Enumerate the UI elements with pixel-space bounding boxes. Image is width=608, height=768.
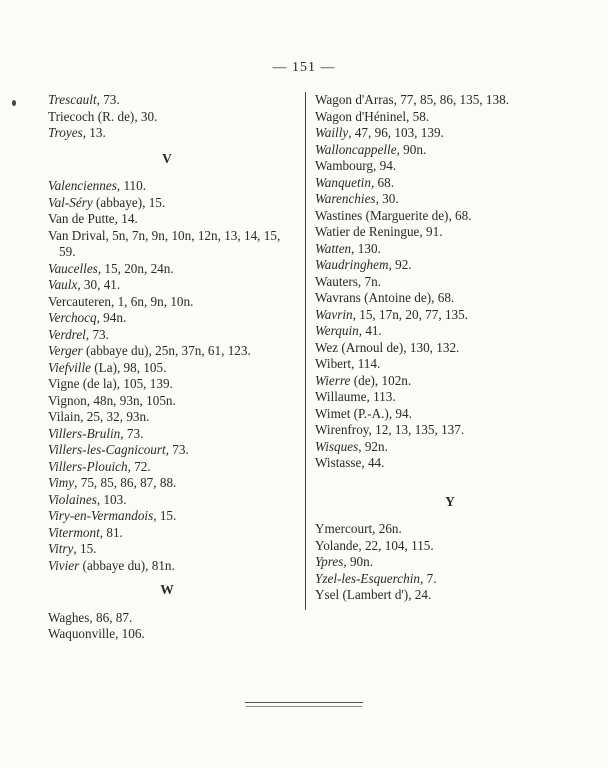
index-entry-name: Ysel (Lambert d') — [315, 587, 409, 602]
index-entry-references: , 5n, 7n, 9n, 10n, 12n, 13, 14, 15, 59. — [59, 227, 281, 259]
index-entry — [48, 558, 286, 575]
index-entry — [315, 406, 585, 423]
index-entry-references: , 114. — [351, 356, 381, 371]
index-entry — [315, 158, 585, 175]
index-entry — [48, 475, 286, 492]
index-entry-name: Verdrel — [48, 326, 86, 342]
index-entry-name: Wagon d'Arras — [315, 92, 394, 107]
index-entry-references: , 91. — [419, 224, 443, 239]
index-entry-name: Watten — [315, 240, 352, 256]
letter-heading-w: W — [160, 582, 174, 597]
index-entry — [315, 422, 585, 439]
index-entry — [48, 327, 286, 344]
index-entry — [48, 195, 286, 212]
index-entry-name: Verger — [48, 343, 83, 358]
index-entry — [48, 310, 286, 327]
index-entry-references: , 90n. — [396, 141, 427, 157]
index-entry — [48, 360, 286, 377]
index-entry-name: Wambourg — [315, 158, 374, 173]
letter-heading-v: V — [162, 150, 172, 166]
index-entry-references: , 13. — [82, 125, 106, 140]
index-entry-references: , 73. — [96, 92, 120, 107]
index-entry-name: Triecoch (R. de) — [48, 108, 135, 124]
index-entry — [315, 257, 585, 274]
index-entry-name: Vaulx — [48, 277, 78, 292]
index-entry-references: , 113. — [366, 389, 396, 404]
index-entry-name: Troyes — [48, 125, 83, 140]
index-entry-references: , 75, 85, 86, 87, 88. — [74, 475, 177, 490]
index-entry-name: Ypres — [315, 554, 344, 569]
index-entry-references: , 73. — [85, 326, 109, 342]
index-entry-name: Vercauteren — [48, 293, 111, 309]
index-entry-references: , 110. — [116, 178, 147, 193]
index-entry-name: Vignon — [48, 392, 87, 408]
index-entry-name: Vilain — [48, 409, 81, 424]
index-group-w-right — [315, 92, 585, 472]
index-column-left — [48, 92, 286, 643]
index-entry-name: Wisques — [315, 438, 359, 454]
index-entry-references: , 22, 104, 115. — [358, 537, 434, 553]
index-entry-references: , 105, 139. — [116, 376, 173, 391]
index-entry-references: (abbaye du), 81n. — [79, 557, 175, 573]
index-entry-references: , 81. — [99, 524, 123, 540]
index-entry-references: , 106. — [115, 626, 145, 641]
index-entry-references: , 130. — [351, 240, 381, 256]
index-entry — [315, 224, 585, 241]
index-entry — [315, 142, 585, 159]
index-entry-references: , 7n. — [357, 273, 381, 289]
index-entry-name: Val-Séry — [48, 194, 93, 210]
index-entry-name: Wauters — [315, 273, 358, 289]
index-entry-references: , 26n. — [372, 521, 402, 536]
ink-spot — [12, 100, 16, 106]
index-entry — [315, 109, 585, 126]
index-entry-references: , 15, 20n, 24n. — [97, 260, 174, 276]
index-entry-references: , 41. — [358, 323, 382, 338]
index-entry-references: , 94n. — [96, 310, 127, 325]
index-entry-references: , 68. — [431, 290, 455, 305]
index-entry-name: Warenchies — [315, 191, 376, 206]
index-entry-references: , 30. — [375, 191, 399, 206]
index-entry-references: , 15. — [73, 541, 97, 556]
index-entry-references: , 72. — [127, 458, 151, 474]
index-entry — [48, 228, 286, 261]
index-entry-references: , 92. — [388, 257, 412, 272]
index-entry — [315, 521, 585, 538]
index-entry-references: , 130, 132. — [403, 339, 460, 355]
index-entry-references: , 92n. — [358, 438, 388, 454]
index-entry-references: , 86, 87. — [89, 609, 133, 625]
index-entry-name: Wavrin — [315, 306, 353, 322]
index-entry — [315, 587, 585, 604]
index-entry — [48, 261, 286, 278]
index-entry — [315, 290, 585, 307]
index-entry — [48, 426, 286, 443]
index-entry-name: Waghes — [48, 609, 90, 625]
page-number: — 151 — — [272, 60, 336, 75]
index-entry-references: , 68. — [370, 174, 395, 190]
index-entry — [315, 274, 585, 291]
index-entry-name: Wistasse — [315, 455, 362, 470]
index-entry-name: Wibert — [315, 356, 352, 371]
index-entry-name: Wavrans (Antoine de) — [315, 290, 432, 305]
index-entry-references: , 73. — [165, 442, 189, 457]
index-entry-name: Werquin — [315, 323, 359, 338]
index-entry — [315, 125, 585, 142]
index-entry — [48, 409, 286, 426]
index-entry-references: , 14. — [114, 211, 138, 226]
index-entry-name: Wez (Arnoul de) — [315, 339, 404, 355]
index-entry-name: Vitermont — [48, 524, 100, 540]
index-entry — [315, 323, 585, 340]
index-entry — [48, 508, 286, 525]
index-entry — [48, 294, 286, 311]
index-entry-references: , 44. — [361, 455, 385, 470]
index-entry-references: , 103. — [96, 491, 127, 507]
index-entry — [315, 208, 585, 225]
index-entry — [48, 393, 286, 410]
index-entry — [315, 175, 585, 192]
index-entry — [48, 376, 286, 393]
index-entry — [48, 610, 286, 627]
index-entry-name: Wastines (Marguerite de) — [315, 207, 449, 223]
index-entry — [315, 340, 585, 357]
index-entry-references: , 24. — [408, 587, 432, 602]
index-entry — [315, 92, 585, 109]
index-entry-name: Trescault — [48, 92, 97, 107]
index-entry — [315, 571, 585, 588]
index-group-v — [48, 178, 286, 574]
index-entry-name: Vaucelles — [48, 260, 98, 276]
index-entry-references: , 15, 17n, 20, 77, 135. — [352, 306, 469, 322]
index-entry-references: , 25, 32, 93n. — [80, 409, 150, 424]
index-entry-name: Vimy — [48, 475, 75, 490]
index-entry-name: Yolande — [315, 537, 359, 553]
index-entry-name: Van Drival — [48, 227, 106, 243]
index-entry-references: , 90n. — [343, 554, 374, 569]
index-entry — [48, 125, 286, 142]
bottom-rule — [245, 702, 363, 703]
index-entry-references: , 1, 6n, 9n, 10n. — [110, 293, 194, 309]
index-entry — [315, 307, 585, 324]
index-entry-references: , 68. — [448, 207, 472, 223]
index-entry-name: Ymercourt — [315, 521, 373, 536]
index-entry-name: Vitry — [48, 541, 74, 556]
index-entry-references: , 48n, 93n, 105n. — [86, 392, 176, 408]
index-entry-references: (de), 102n. — [350, 372, 412, 388]
index-entry-name: Wimet (P.-A.) — [315, 405, 389, 421]
index-entry — [315, 373, 585, 390]
index-entry-name: Waquonville — [48, 626, 116, 641]
index-entry-name: Vivier — [48, 557, 80, 573]
index-entry-name: Willaume — [315, 389, 367, 404]
index-entry-name: Wirenfroy — [315, 422, 369, 437]
index-entry-references: , 30, 41. — [77, 277, 121, 292]
index-entry-references: , 94. — [388, 405, 412, 421]
index-entry-name: Villers-Plouich — [48, 458, 128, 474]
index-entry — [315, 455, 585, 472]
index-entry — [48, 626, 286, 643]
index-entry-name: Villers-Brulin — [48, 425, 121, 441]
index-entry-name: Yzel-les-Esquerchin — [315, 570, 420, 586]
index-entry-references: (abbaye du), 25n, 37n, 61, 123. — [82, 343, 251, 358]
index-entry — [315, 439, 585, 456]
index-entry-name: Wailly — [315, 125, 349, 140]
index-entry-name: Waudringhem — [315, 257, 389, 272]
index-entry-references: (abbaye), 15. — [92, 194, 166, 210]
index-entry-references: , 77, 85, 86, 135, 138. — [393, 92, 509, 107]
index-entry — [315, 356, 585, 373]
index-group-y — [315, 521, 585, 604]
index-entry-references: , 15. — [153, 508, 177, 523]
index-entry — [48, 211, 286, 228]
index-entry-references: , 47, 96, 103, 139. — [348, 125, 444, 140]
index-entry-references: , 12, 13, 135, 137. — [368, 422, 465, 437]
index-entry-name: Villers-les-Cagnicourt — [48, 442, 166, 457]
index-entry-name: Verchocq — [48, 310, 97, 325]
index-entry-name: Viry-en-Vermandois — [48, 508, 154, 523]
index-entry — [315, 389, 585, 406]
index-entry-references: , 7. — [420, 570, 437, 586]
index-entry-name: Wanquetin — [315, 174, 371, 190]
index-entry — [48, 541, 286, 558]
index-entry-references: , 73. — [120, 425, 144, 441]
index-entry-name: Viefville — [48, 359, 91, 375]
index-entry — [315, 241, 585, 258]
index-entry — [315, 538, 585, 555]
index-group-w-left — [48, 610, 286, 643]
index-entry-name: Violaines — [48, 491, 97, 507]
index-entry-name: Walloncappelle — [315, 141, 397, 157]
index-entry — [48, 459, 286, 476]
bottom-rule-second — [246, 706, 362, 707]
index-entry-references: , 30. — [134, 108, 158, 124]
index-group-t — [48, 92, 286, 142]
index-entry — [48, 178, 286, 195]
column-divider — [305, 92, 306, 610]
index-entry — [48, 343, 286, 360]
index-entry — [48, 109, 286, 126]
index-entry — [48, 277, 286, 294]
index-entry-name: Valenciennes — [48, 178, 117, 193]
index-entry-name: Van de Putte — [48, 211, 115, 226]
index-entry — [48, 525, 286, 542]
index-entry-name: Vigne (de la) — [48, 376, 117, 391]
index-entry-name: Wagon d'Héninel — [315, 108, 407, 124]
index-column-right — [315, 92, 585, 604]
index-entry — [48, 492, 286, 509]
index-entry-references: , 58. — [406, 108, 430, 124]
index-entry — [48, 442, 286, 459]
index-entry — [315, 554, 585, 571]
index-entry-references: , 94. — [373, 158, 397, 173]
index-entry-references: (La), 98, 105. — [90, 359, 167, 375]
index-entry — [315, 191, 585, 208]
index-entry-name: Watier de Reningue — [315, 224, 420, 239]
letter-heading-y: Y — [445, 493, 455, 509]
index-entry — [48, 92, 286, 109]
index-entry-name: Wierre — [315, 372, 351, 388]
